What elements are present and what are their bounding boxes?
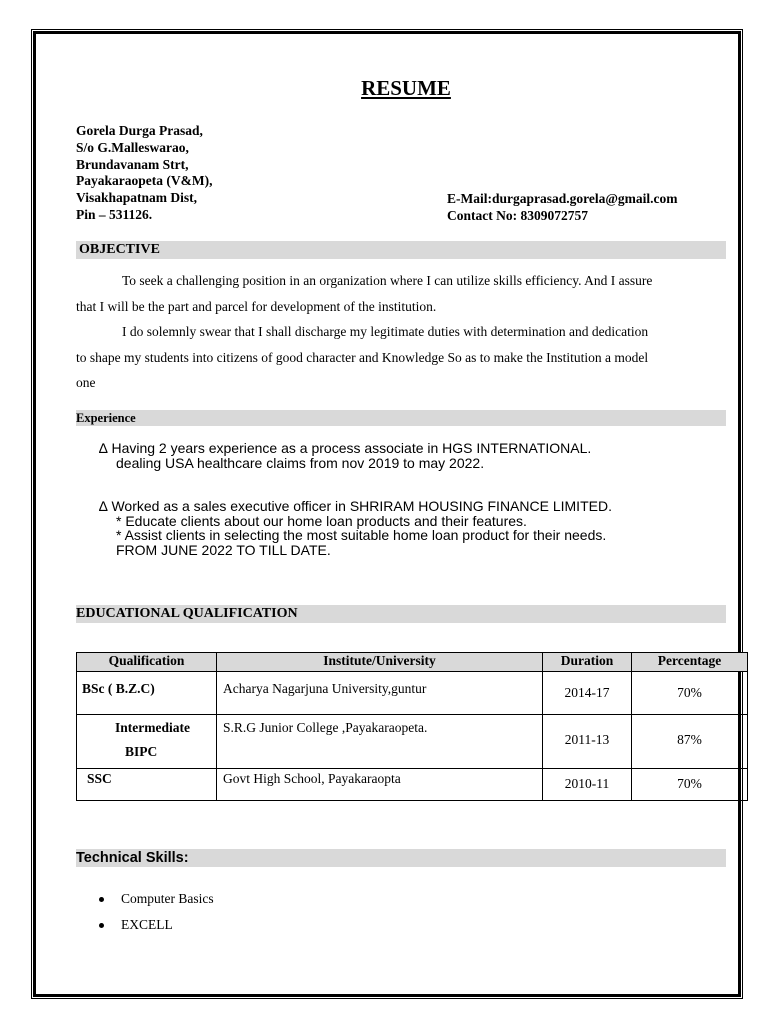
experience-line: dealing USA healthcare claims from nov 2019 to may 2022. xyxy=(116,454,485,471)
address-block xyxy=(76,123,212,224)
table-cell xyxy=(632,672,748,715)
education-table xyxy=(76,652,748,801)
skills-heading: Technical Skills: xyxy=(76,850,189,866)
qualification-text xyxy=(77,715,216,764)
skills-list xyxy=(99,886,214,938)
objective-heading-bar xyxy=(76,241,726,259)
experience-line: * Educate clients about our home loan products and their features. xyxy=(116,512,527,529)
percentage-text: 70% xyxy=(677,685,702,700)
address-line: Brundavanam Strt, xyxy=(76,156,189,172)
table-cell xyxy=(217,715,543,769)
list-item xyxy=(99,912,214,938)
education-heading: EDUCATIONAL QUALIFICATION xyxy=(76,606,298,621)
table-cell xyxy=(77,769,217,801)
table-header-cell: Duration xyxy=(543,653,632,672)
address-line: Visakhapatnam Dist, xyxy=(76,190,198,206)
list-item xyxy=(99,886,214,912)
education-heading-bar xyxy=(76,605,726,623)
address-line: Gorela Durga Prasad, xyxy=(76,123,203,138)
table-cell xyxy=(217,672,543,715)
table-row xyxy=(77,672,748,715)
skill-label: EXCELL xyxy=(121,917,173,932)
qualification-text: SSC xyxy=(87,771,112,786)
skills-heading-bar xyxy=(76,849,726,867)
table-cell xyxy=(77,715,217,769)
table-cell xyxy=(543,769,632,801)
table-cell xyxy=(632,715,748,769)
table-cell xyxy=(632,769,748,801)
bullet-icon xyxy=(99,923,104,928)
skill-label: Computer Basics xyxy=(121,891,214,906)
duration-text: 2010-11 xyxy=(564,776,610,791)
table-row xyxy=(77,715,748,769)
email: E-Mail:durgaprasad.gorela@gmail.com xyxy=(447,191,678,206)
qualification-line: BIPC xyxy=(125,744,158,759)
experience-line: ∆ Worked as a sales executive officer in SHRIRAM HOUSING FINANCE LIMITED. xyxy=(99,498,612,514)
experience-heading-bar xyxy=(76,410,726,426)
resume-title: RESUME xyxy=(361,76,451,100)
table-header-cell: Qualification xyxy=(77,653,217,672)
experience-line: * Assist clients in selecting the most suitable home loan product for their needs. xyxy=(116,527,607,543)
experience-item xyxy=(99,499,612,557)
percentage-text: 87% xyxy=(677,732,702,747)
duration-text: 2014-17 xyxy=(564,685,610,700)
objective-line: to shape my students into citizens of good character and Knowledge So as to make the Institution a model xyxy=(76,349,649,365)
experience-heading: Experience xyxy=(76,411,136,425)
institute-text: Govt High School, Payakaraopta xyxy=(223,771,401,786)
duration-text: 2011-13 xyxy=(564,732,610,747)
table-header-cell: Institute/University xyxy=(217,653,543,672)
objective-heading: OBJECTIVE xyxy=(79,242,160,257)
table-cell xyxy=(543,715,632,769)
institute-text: S.R.G Junior College ,Payakaraopeta. xyxy=(223,720,428,735)
bullet-icon xyxy=(99,897,104,902)
contact-block xyxy=(447,191,678,225)
experience-line: FROM JUNE 2022 TO TILL DATE. xyxy=(116,541,331,558)
percentage-text: 70% xyxy=(677,776,702,791)
table-header-row xyxy=(77,653,748,672)
table-header-cell: Percentage xyxy=(632,653,748,672)
objective-text xyxy=(76,268,741,396)
institute-text: Acharya Nagarjuna University,guntur xyxy=(223,681,427,696)
experience-item xyxy=(99,441,591,470)
table-cell xyxy=(77,672,217,715)
qualification-line: Intermediate xyxy=(115,720,190,735)
table-cell xyxy=(543,672,632,715)
experience-line: ∆ Having 2 years experience as a process associate in HGS INTERNATIONAL. xyxy=(99,440,592,456)
objective-line: To seek a challenging position in an organization where I can utilize skills efficiency. And I assure xyxy=(122,273,653,288)
address-line: Pin – 531126. xyxy=(76,206,153,222)
table-row xyxy=(77,769,748,801)
table-cell xyxy=(217,769,543,801)
address-line: Payakaraopeta (V&M), xyxy=(76,173,213,189)
qualification-text: BSc ( B.Z.C) xyxy=(82,681,155,696)
objective-line: that I will be the part and parcel for development of the institution. xyxy=(76,298,437,314)
objective-line: I do solemnly swear that I shall discharge my legitimate duties with determination and dedication xyxy=(122,324,649,339)
objective-line: one xyxy=(76,375,96,390)
phone: Contact No: 8309072757 xyxy=(447,207,588,223)
address-line: S/o G.Malleswarao, xyxy=(76,139,189,155)
